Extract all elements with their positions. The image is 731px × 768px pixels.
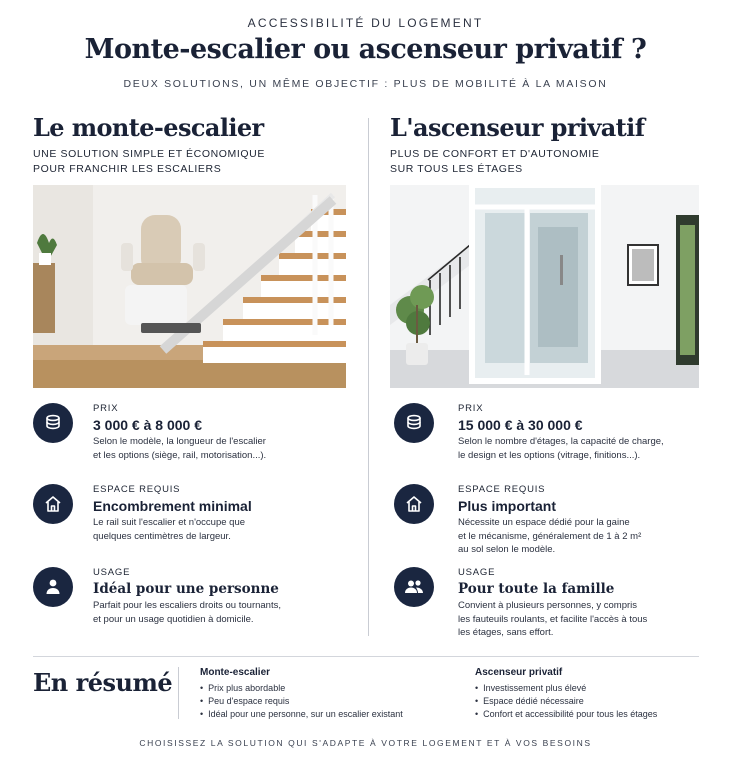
stairlift-usage-desc: Parfait pour les escaliers droits ou tournants, et pour un usage quotidien à domicile.	[93, 600, 281, 625]
stairlift-space-value: Encombrement minimal	[93, 498, 252, 514]
list-item: • Investissement plus élevé	[475, 682, 657, 695]
summary-stairlift-heading: Monte-escalier	[200, 667, 271, 678]
stairlift-column-header	[33, 110, 348, 176]
elevator-price-value: 15 000 € à 30 000 €	[458, 417, 583, 433]
stairlift-price-value: 3 000 € à 8 000 €	[93, 417, 202, 433]
stairlift-tagline-1: UNE SOLUTION SIMPLE ET ÉCONOMIQUE	[33, 148, 265, 160]
list-item: • Prix plus abordable	[200, 682, 403, 695]
list-item: • Espace dédié nécessaire	[475, 695, 657, 708]
list-item: • Peu d'espace requis	[200, 695, 403, 708]
elevator-usage-value: Pour toute la famille	[458, 581, 615, 597]
footer-tagline: CHOISISSEZ LA SOLUTION QUI S'ADAPTE À VOTRE LOGEMENT ET À VOS BESOINS	[139, 738, 592, 748]
stairlift-price-desc: Selon le modèle, la longueur de l'escalier et les options (siège, rail, motorisation...).	[93, 436, 267, 461]
stairlift-usage-label: USAGE	[93, 567, 131, 578]
stairlift-title: Le monte-escalier	[33, 113, 264, 142]
stairlift-space-label: ESPACE REQUIS	[93, 484, 181, 495]
stairlift-space-desc: Le rail suit l'escalier et n'occupe que quelques centimètres de largeur.	[93, 517, 246, 542]
kicker: ACCESSIBILITÉ DU LOGEMENT	[247, 16, 484, 30]
elevator-photo	[390, 185, 699, 388]
summary-elevator-heading: Ascenseur privatif	[475, 667, 563, 678]
elevator-price-label: PRIX	[458, 403, 484, 414]
person-icon	[33, 567, 73, 607]
summary-stairlift	[200, 666, 403, 721]
home-icon	[33, 484, 73, 524]
coins-icon	[33, 403, 73, 443]
list-item: • Idéal pour une personne, sur un escalier existant	[200, 708, 403, 721]
group-icon	[394, 567, 434, 607]
elevator-column-header	[390, 110, 700, 176]
summary-divider	[33, 656, 699, 657]
elevator-space-value: Plus important	[458, 498, 557, 514]
elevator-title: L'ascenseur privatif	[390, 113, 645, 142]
home-icon	[394, 484, 434, 524]
coins-icon	[394, 403, 434, 443]
page-title: Monte-escalier ou ascenseur privatif ?	[84, 34, 647, 65]
elevator-space-desc: Nécessite un espace dédié pour la gaine et le mécanisme, généralement de 1 à 2 m² au sol selon le modèle.	[458, 517, 642, 555]
stairlift-usage-value: Idéal pour une personne	[93, 581, 279, 597]
elevator-tagline-2: SUR TOUS LES ÉTAGES	[390, 163, 523, 175]
column-divider	[368, 118, 369, 636]
elevator-usage-label: USAGE	[458, 567, 496, 578]
summary-title: En résumé	[33, 668, 173, 697]
summary-separator	[178, 667, 179, 719]
list-item: • Confort et accessibilité pour tous les étages	[475, 708, 657, 721]
elevator-price-desc: Selon le nombre d'étages, la capacité de charge, le design et les options (vitrage, finitions...).	[458, 436, 664, 461]
elevator-usage-desc: Convient à plusieurs personnes, y compris les fauteuils roulants, et facilite l'accès à tous les étages, sans effort.	[458, 600, 648, 638]
stairlift-price-label: PRIX	[93, 403, 119, 414]
elevator-tagline-1: PLUS DE CONFORT ET D'AUTONOMIE	[390, 148, 600, 160]
elevator-space-label: ESPACE REQUIS	[458, 484, 546, 495]
stairlift-photo	[33, 185, 346, 388]
summary-elevator	[475, 666, 657, 721]
page-subtitle: DEUX SOLUTIONS, UN MÊME OBJECTIF : PLUS DE MOBILITÉ À LA MAISON	[123, 78, 608, 90]
stairlift-tagline-2: POUR FRANCHIR LES ESCALIERS	[33, 163, 222, 175]
